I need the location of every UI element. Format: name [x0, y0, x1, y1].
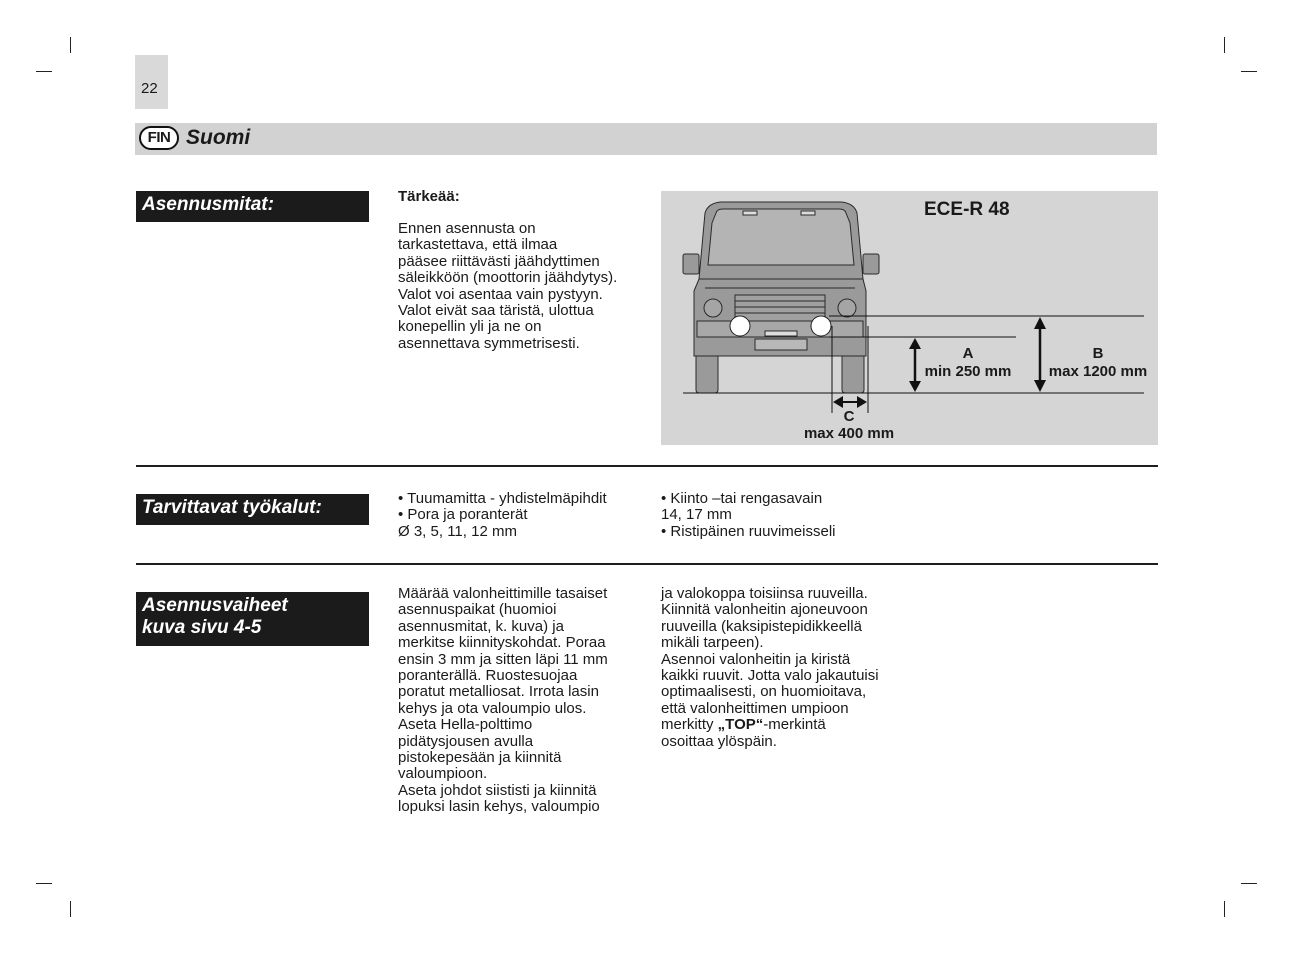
left-headlight	[704, 299, 722, 317]
dimension-c-arrow	[833, 396, 867, 408]
section-heading-mounting-dimensions: Asennusmitat:	[136, 191, 369, 222]
windshield	[708, 209, 854, 265]
language-name: Suomi	[186, 126, 251, 149]
language-bar	[135, 123, 1157, 155]
left-mirror	[683, 254, 699, 274]
section-divider-2	[136, 563, 1158, 565]
dimension-a-arrow	[909, 338, 921, 392]
right-headlight	[838, 299, 856, 317]
crop-mark-bottom-right-horizontal	[1241, 883, 1257, 884]
right-mirror	[863, 254, 879, 274]
dimension-a-letter: A	[962, 345, 974, 362]
crop-mark-top-left-horizontal	[36, 71, 52, 72]
crop-mark-bottom-right-vertical	[1224, 901, 1225, 917]
important-label: Tärkeää:	[398, 188, 460, 205]
standard-label: ECE-R 48	[924, 199, 1010, 220]
right-auxiliary-lamp	[811, 316, 831, 336]
license-plate	[755, 339, 807, 350]
tools-list-column-2: • Kiinto –tai rengasavain 14, 17 mm • Ristipäinen ruuvimeisseli	[661, 490, 836, 540]
installation-steps-text-after: -merkintä osoittaa ylöspäin.	[661, 716, 826, 750]
crop-mark-bottom-left-horizontal	[36, 883, 52, 884]
installation-steps-column-1: Määrää valonheittimille tasaiset asennuspaikat (huomioi asennusmitat, k. kuva) ja merkitse kiinnityskohdat. Poraa ensin 3 mm ja sitten läpi 11 mm poranterällä. Ruostesuojaa poratut metalliosat. Irrota lasin kehys ja ota valoumpio ulos. Aseta Hella-polttimo pidätysjousen avulla pistokepesään ja kiinnitä valoumpioon. Aseta johdot siististi ja kiinnitä lopuksi lasin kehys, valoumpio	[398, 585, 608, 816]
dimension-b-value: max 1200 mm	[1048, 363, 1148, 380]
dimension-a-value: min 250 mm	[924, 363, 1012, 380]
mounting-instructions-text: Ennen asennusta on tarkastettava, että ilmaa pääsee riittävästi jäähdyttimen säleikköön (moottorin jäähdytys). Valot voi asentaa vain pystyyn. Valot eivät saa täristä, ulottua konepellin yli ja ne on asennettava symmetrisesti.	[398, 220, 618, 352]
language-badge: FIN	[139, 126, 179, 150]
dimension-b-letter: B	[1092, 345, 1104, 362]
installation-steps-text-before: ja valokoppa toisiinsa ruuveilla. Kiinnitä valonheitin ajoneuvoon ruuveilla (kaksipistepidikkeellä mikäli tarpeen). Asennoi valonheitin ja kiristä kaikki ruuvit. Jotta valo jakautuisi optimaalisesti, on huomioitava, että valonheittimen umpioon merkitty	[661, 585, 879, 734]
dimension-c-letter: C	[843, 408, 855, 425]
installation-steps-column-2	[661, 586, 879, 750]
page-number-tab	[135, 55, 168, 109]
page-number: 22	[141, 80, 158, 97]
mounting-dimensions-diagram	[661, 191, 1158, 445]
section-divider-1	[136, 465, 1158, 467]
grille	[735, 295, 825, 321]
top-marking-highlight: „TOP“	[717, 716, 764, 734]
crop-mark-top-right-vertical	[1224, 37, 1225, 53]
crop-mark-top-left-vertical	[70, 37, 71, 53]
tools-list-column-1: • Tuumamitta - yhdistelmäpihdit • Pora ja poranterät Ø 3, 5, 11, 12 mm	[398, 490, 607, 540]
section-heading-installation-steps: Asennusvaiheet kuva sivu 4-5	[136, 592, 369, 646]
dimension-c-value: max 400 mm	[803, 425, 895, 442]
left-auxiliary-lamp	[730, 316, 750, 336]
vehicle-diagram-graphic	[661, 191, 1158, 445]
crop-mark-bottom-left-vertical	[70, 901, 71, 917]
crop-mark-top-right-horizontal	[1241, 71, 1257, 72]
section-heading-tools: Tarvittavat työkalut:	[136, 494, 369, 525]
